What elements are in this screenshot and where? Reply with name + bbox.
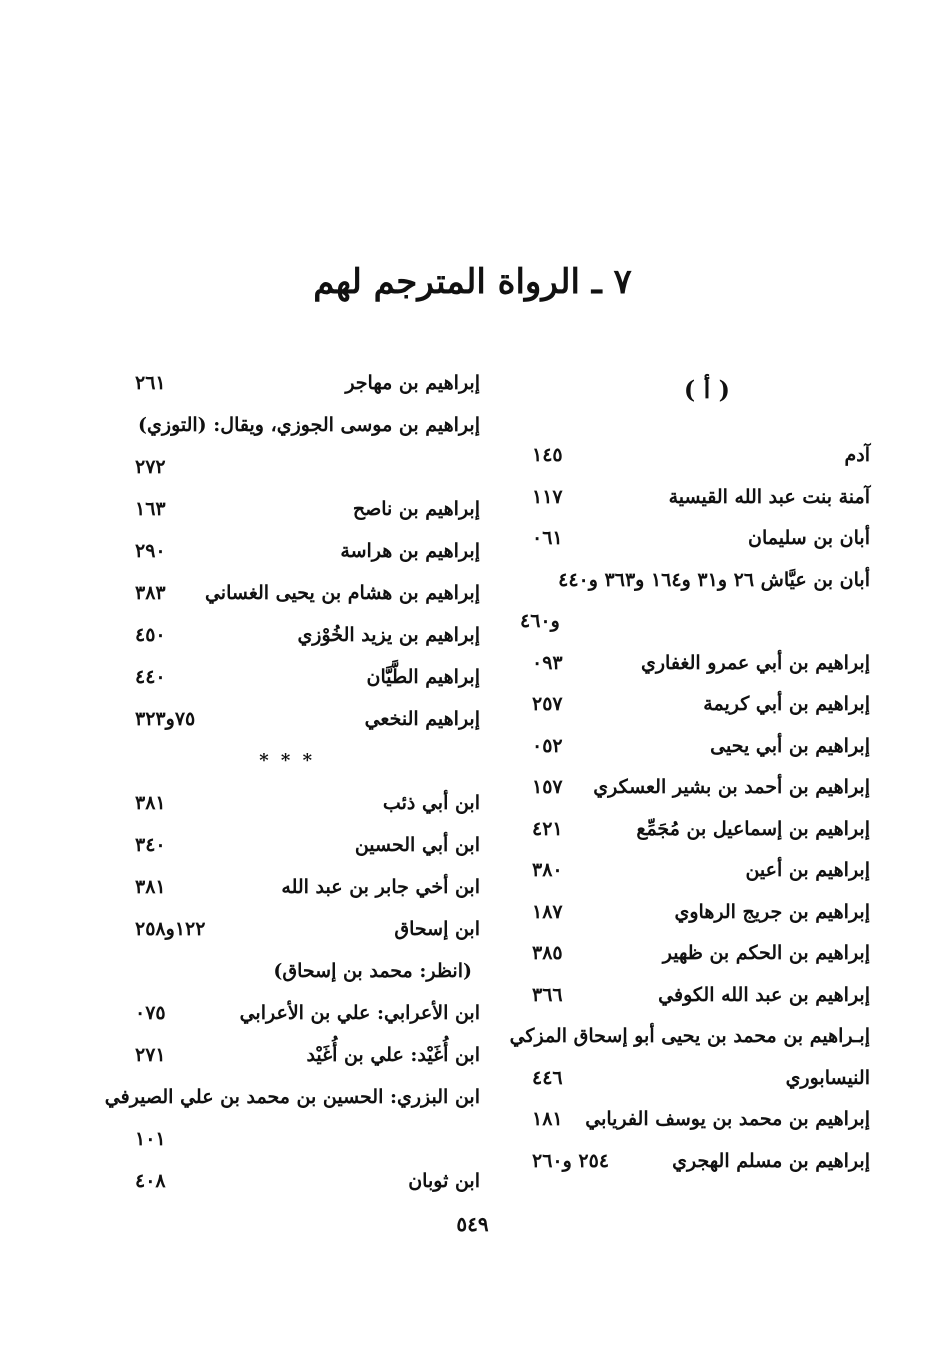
entry-page-ref: ٣٨٣ <box>135 582 166 604</box>
entry-page-ref: ٠٥٢ <box>532 734 563 757</box>
index-entry <box>115 656 480 698</box>
index-entry <box>520 767 870 809</box>
entry-name: أبان بن عيَّاش ٢٦ و٣١ و١٦٤ و٣٦٣ و٤٤٠ <box>558 568 870 591</box>
entry-page-ref: ٣٨١ <box>135 876 166 898</box>
index-entry <box>115 782 480 824</box>
index-entry <box>115 1034 480 1076</box>
index-entry <box>115 446 480 488</box>
entry-name: إبـراهيم بن محمد بن يحيى أبو إسحاق المزكي <box>509 1025 870 1047</box>
index-column-left <box>104 362 480 1202</box>
index-entry <box>520 518 870 560</box>
index-entry <box>520 726 870 768</box>
entry-name: * * * <box>259 750 315 771</box>
index-entry <box>115 824 480 866</box>
entry-name: إبراهيم النخعي <box>364 708 480 730</box>
entry-page-ref: ١٨٧ <box>532 900 563 923</box>
page-title: ٧ ـ الرواة المترجم لهم <box>313 262 632 302</box>
index-entry <box>115 908 480 950</box>
index-entry <box>115 866 480 908</box>
entry-page-ref: ٣٤٠ <box>135 834 166 856</box>
entry-name: ابن إسحاق <box>394 918 480 940</box>
entry-name: ابن أخي جابر بن عبد الله <box>281 876 480 898</box>
index-entry <box>520 1058 870 1100</box>
entry-page-ref: ٢٦١ <box>135 372 166 394</box>
index-entry <box>115 488 480 530</box>
entry-name: آدم <box>844 444 870 466</box>
entry-name: ابن البزري: الحسين بن محمد بن علي الصيرفي <box>104 1086 480 1108</box>
index-entry <box>104 1076 480 1118</box>
entry-name: أبان بن سليمان <box>748 527 870 549</box>
entry-name: إبراهيم بن هراسة <box>340 540 480 562</box>
index-entry <box>115 740 480 782</box>
index-entry <box>520 809 870 851</box>
index-entry <box>520 560 870 602</box>
entry-page-ref: ١٢٢و٢٥٨ <box>135 918 206 940</box>
index-entry <box>520 477 870 519</box>
entry-page-ref: ٧٥و٣٢٣ <box>135 708 196 730</box>
entry-name: إبراهيم بن مسلم الهجري <box>672 1149 870 1172</box>
entry-page-ref: ٠٧٥ <box>135 1002 166 1024</box>
entry-name: إبراهيم بن جريج الرهاوي <box>674 900 870 923</box>
entry-name: إبراهيم بن عبد الله الكوفي <box>658 983 870 1006</box>
entry-name: ابن أبي الحسين <box>354 834 480 856</box>
entry-name: إبراهيم بن أبي عمرو الغفاري <box>640 651 870 674</box>
entry-name: و٤٦٠ <box>520 610 560 632</box>
entry-name: (انظر: محمد بن إسحاق) <box>273 960 472 982</box>
entry-page-ref: ٠٦١ <box>532 527 563 549</box>
entry-page-ref: ٣٦٦ <box>532 983 563 1006</box>
entry-name: إبراهيم بن أحمد بن بشير العسكري <box>593 776 870 798</box>
entry-page-ref: ١٦٣ <box>135 498 166 520</box>
page-number: ٥٤٩ <box>456 1212 489 1236</box>
entry-name: إبراهيم بن أبي يحيى <box>710 734 870 757</box>
index-entry <box>115 1118 480 1160</box>
index-entry <box>115 992 480 1034</box>
index-entry <box>520 684 870 726</box>
index-entry <box>115 1160 480 1202</box>
entry-page-ref: ١٨١ <box>532 1108 563 1130</box>
index-entry <box>115 572 480 614</box>
entry-page-ref: ٣٨٠ <box>532 859 563 881</box>
index-column-right <box>509 365 870 1182</box>
entry-page-ref: ٢٥٧ <box>532 693 563 715</box>
index-entry <box>115 950 480 992</box>
entry-name: إبراهيم بن الحكم بن ظهير <box>662 942 870 964</box>
entry-name: ابن ثوبان <box>408 1170 480 1192</box>
entry-name: إبراهيم بن محمد بن يوسف الفريابي <box>585 1108 870 1130</box>
index-entry <box>115 614 480 656</box>
entry-page-ref: ٤٤٠ <box>135 666 166 688</box>
index-entry <box>520 892 870 934</box>
entry-page-ref: ٤٠٨ <box>135 1170 166 1192</box>
index-entry <box>520 365 870 435</box>
entry-page-ref: ٤٥٠ <box>135 624 166 646</box>
index-entry <box>115 404 480 446</box>
entry-page-ref: ٠٩٣ <box>532 651 563 674</box>
entry-name: إبراهيم بن إسماعيل بن مُجَمِّع <box>636 817 870 840</box>
entry-page-ref: ٢٧٢ <box>135 456 166 478</box>
entry-name: إبراهيم الطَّيَّان <box>366 666 480 688</box>
entry-page-ref: ١٥٧ <box>532 776 563 798</box>
entry-page-ref: ٢٩٠ <box>135 540 166 562</box>
entry-name: ابن الأعرابي: علي بن الأعرابي <box>239 1002 480 1024</box>
index-entry <box>520 601 870 643</box>
entry-name: إبراهيم بن مهاجر <box>345 372 480 394</box>
index-entry <box>520 933 870 975</box>
entry-page-ref: ٣٨١ <box>135 792 166 814</box>
entry-name: النيسابوري <box>785 1066 870 1089</box>
entry-name: إبراهيم بن أعين <box>745 859 870 881</box>
entry-name: ابن أبي ذئب <box>382 792 480 814</box>
entry-page-ref: ١٤٥ <box>532 444 563 466</box>
entry-name: إبراهيم بن أبي كريمة <box>703 693 870 715</box>
entry-name: إبراهيم بن هشام بن يحيى الغساني <box>204 582 480 604</box>
index-entry <box>115 362 480 404</box>
entry-page-ref: ٢٥٤ و٢٦٠ <box>532 1149 610 1172</box>
entry-page-ref: ١١٧ <box>532 485 563 508</box>
entry-page-ref: ٤٤٦ <box>532 1066 563 1089</box>
entry-page-ref: ٤٢١ <box>532 817 563 840</box>
index-entry <box>509 1016 870 1058</box>
entry-name: إبراهيم بن يزيد الخُوْزي <box>297 624 480 646</box>
entry-name: ابن أُغَيْد: علي بن أُغَيْد <box>306 1044 480 1066</box>
entry-name: آمنة بنت عبد الله القيسية <box>668 485 870 508</box>
index-entry <box>520 850 870 892</box>
entry-name: إبراهيم بن موسى الجوزي، ويقال: (التوزي) <box>138 414 480 436</box>
index-entry <box>115 530 480 572</box>
index-entry <box>520 1141 870 1183</box>
index-entry <box>520 975 870 1017</box>
index-entry <box>520 643 870 685</box>
index-entry <box>520 435 870 477</box>
index-entry <box>115 698 480 740</box>
entry-page-ref: ٣٨٥ <box>532 942 563 964</box>
entry-page-ref: ٢٧١ <box>135 1044 166 1066</box>
entry-page-ref: ١٠١ <box>135 1128 166 1150</box>
index-entry <box>520 1099 870 1141</box>
entry-name: إبراهيم بن ناصح <box>352 498 480 520</box>
entry-name: ( أ ) <box>683 375 730 404</box>
